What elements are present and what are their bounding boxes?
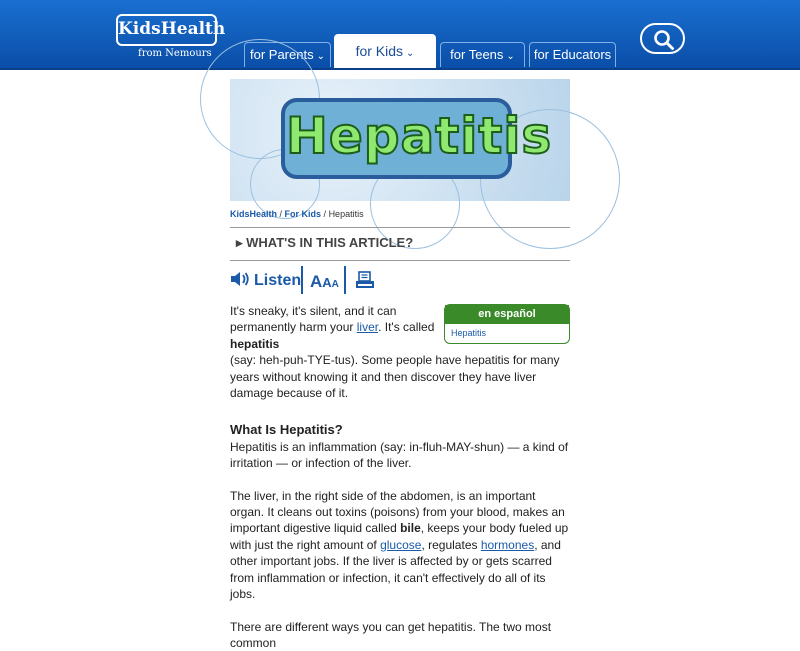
- text-run: , and other important jobs. If the liver is affected by or gets scarred from inflammation or infection, it can't effectively do all of its jobs.: [230, 538, 561, 601]
- divider: [230, 260, 570, 261]
- definition-paragraph: Hepatitis is an inflammation (say: in-fluh-MAY-shun) — a kind of irritation — or infection of the liver.: [230, 439, 570, 472]
- breadcrumb-current: Hepatitis: [329, 209, 364, 219]
- text-size-letter: A: [310, 272, 322, 291]
- search-icon: [653, 29, 675, 51]
- logo-subtitle: from Nemours: [138, 48, 212, 59]
- listen-label: Listen: [254, 272, 301, 289]
- printer-icon: [355, 271, 375, 291]
- breadcrumb-separator: /: [277, 209, 285, 219]
- text-run: , keeps your body fueled up with just the right amount of: [230, 521, 568, 551]
- bile-term: bile: [400, 521, 421, 535]
- text-run: The liver, in the right side of the abdomen, is an important organ. It cleans out toxins (poisons) from your blood, makes an important digestive liquid called: [230, 489, 565, 536]
- search-button[interactable]: [640, 23, 685, 54]
- text-run: It's sneaky, it's silent, and it can permanently harm your: [230, 304, 396, 334]
- tab-label: for Kids: [356, 43, 403, 59]
- breadcrumb: [230, 209, 570, 219]
- article-banner: [230, 79, 570, 201]
- tab-for-kids[interactable]: [334, 34, 436, 68]
- article-body: [230, 303, 570, 651]
- text-size-letter: A: [332, 279, 339, 290]
- breadcrumb-home-link[interactable]: KidsHealth: [230, 209, 277, 219]
- intro-paragraph: [230, 303, 570, 401]
- toolbar-divider: [301, 266, 303, 294]
- text-run: , regulates: [421, 538, 480, 552]
- text-size-button[interactable]: [310, 272, 339, 292]
- toolbar-divider: [344, 266, 346, 294]
- hepatitis-term: hepatitis: [230, 337, 279, 351]
- banner-title: Hepatitis: [286, 107, 508, 165]
- divider: [230, 227, 570, 228]
- text-run: . It's called: [378, 320, 434, 334]
- chevron-down-icon: ⌄: [317, 51, 325, 62]
- tab-label: for Teens: [450, 47, 503, 62]
- tab-label: for Educators: [534, 47, 611, 62]
- hormones-link[interactable]: hormones: [481, 538, 534, 552]
- article-toolbar: [230, 266, 570, 294]
- kidshealth-logo[interactable]: KidsHealth: [116, 14, 217, 46]
- text-size-letter: A: [322, 275, 331, 290]
- en-espanol-header: en español: [445, 305, 569, 324]
- liver-paragraph: [230, 488, 570, 603]
- glucose-link[interactable]: glucose: [380, 538, 421, 552]
- ways-paragraph: There are different ways you can get hepatitis. The two most common: [230, 619, 570, 651]
- tab-for-educators[interactable]: [529, 42, 616, 67]
- breadcrumb-separator: /: [321, 209, 329, 219]
- tab-label: for Parents: [250, 47, 314, 62]
- chevron-down-icon: ⌄: [506, 51, 514, 62]
- intro-lead: [230, 303, 435, 352]
- breadcrumb-section-link[interactable]: For Kids: [285, 209, 322, 219]
- print-button[interactable]: [355, 271, 375, 296]
- section-heading: What Is Hepatitis?: [230, 422, 570, 438]
- text-run: (say: heh-puh-TYE-tus). Some people have hepatitis for many years without knowing it and then discover they have liver damage because of it.: [230, 353, 560, 400]
- toc-toggle[interactable]: ▸ WHAT'S IN THIS ARTICLE?: [236, 235, 576, 251]
- speaker-icon: [230, 270, 250, 288]
- chevron-down-icon: ⌄: [406, 48, 414, 59]
- en-espanol-link[interactable]: Hepatitis: [445, 324, 569, 342]
- liver-link[interactable]: liver: [357, 320, 378, 334]
- site-header: [0, 0, 800, 70]
- listen-button[interactable]: [230, 270, 301, 290]
- tab-for-teens[interactable]: [440, 42, 525, 67]
